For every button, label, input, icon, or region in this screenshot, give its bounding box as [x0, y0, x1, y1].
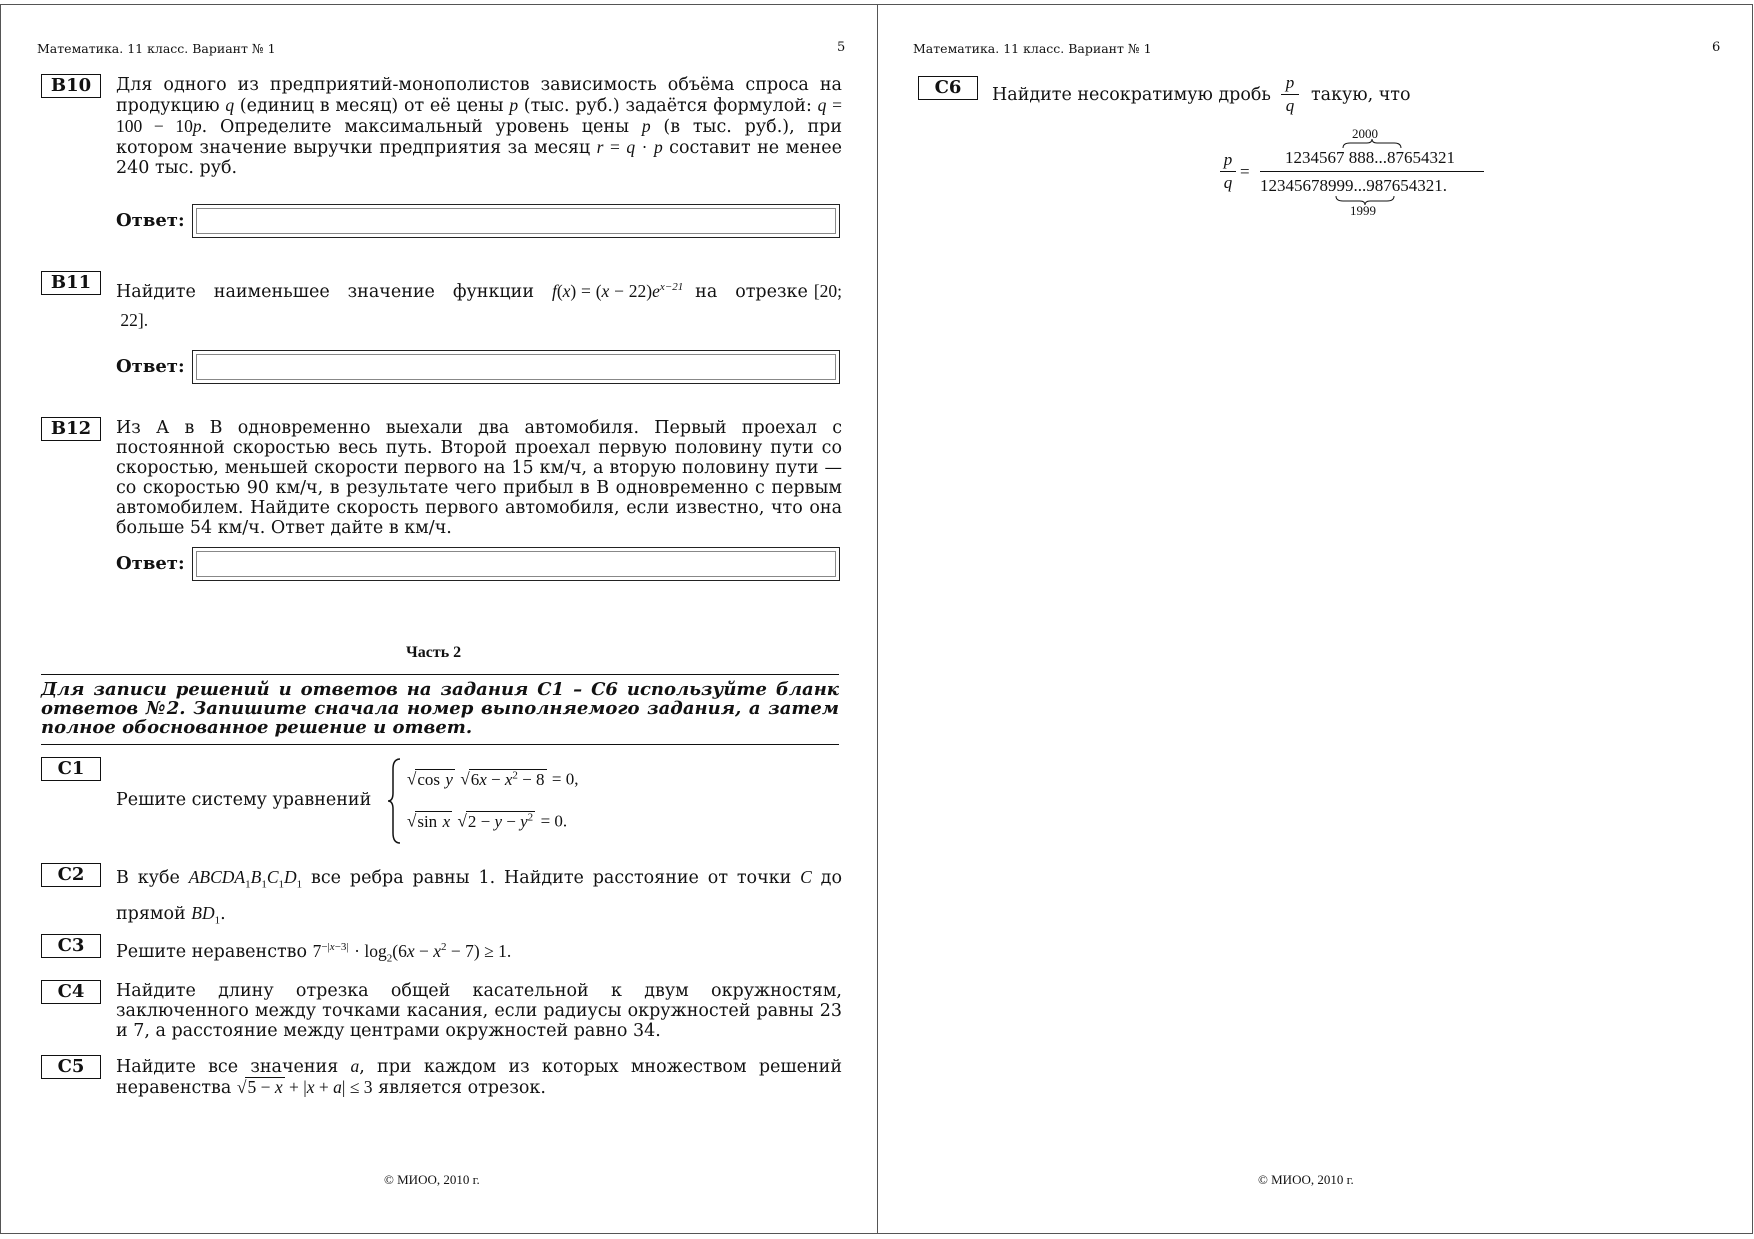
part2-title: Часть 2: [406, 644, 462, 661]
task-text-c4: Найдите длину отрезка общей касательной к двум окружностям, заключенного между точками касания, если радиусы окружностей равны 23 и 7, а расстояние между центрами окружностей равно 34.: [116, 981, 842, 1041]
equals-sign: =: [1240, 162, 1250, 181]
fraction-denominator: q: [1285, 96, 1295, 115]
answer-box-b10[interactable]: [192, 204, 840, 238]
page-header: Математика. 11 класс. Вариант № 1: [37, 41, 276, 56]
numerator-start: 1234567: [1285, 148, 1345, 167]
task-text-b12: Из А в В одновременно выехали два автомобиля. Первый проехал с постоянной скоростью весь путь. Второй проехал первую половину пути со скоростью, меньшей скорости первого на 15 км/ч, а вторую половину пути — со скоростью 90 км/ч, в результате чего прибыл в В одновременно с первым автомобилем. Найдите скорость первого автомобиля, если известно, что она больше 54 км/ч. Ответ дайте в км/ч.: [116, 418, 842, 538]
task-label-c1: C1: [41, 757, 101, 781]
task-label-c2: C2: [41, 863, 101, 887]
page-footer: © МИОО, 2010 г.: [384, 1172, 480, 1187]
c6-inline-fraction: [1281, 73, 1299, 116]
task-label-b12: B12: [41, 417, 101, 441]
right-page: [877, 4, 1753, 1234]
denominator-repeat: 999...9: [1328, 176, 1375, 195]
task-label-c5: C5: [41, 1055, 101, 1079]
numerator-repeat: 888...8: [1348, 148, 1396, 167]
left-page: [0, 4, 878, 1234]
answer-label: Ответ:: [116, 553, 185, 574]
page-footer: © МИОО, 2010 г.: [1258, 1172, 1354, 1187]
system-brace: [387, 757, 403, 845]
task-text-b10: Для одного из предприятий-монополистов зависимость объёма спроса на продукцию q (единиц в месяц) от её цены p (тыс. руб.) задаётся формулой: q = 100 − 10p. Определите максимальный уровень цены p (в тыс. руб.), при котором значение выручки предприятия за месяц r = q · p составит не менее 240 тыс. руб.: [116, 75, 842, 178]
c6-fraction-lhs: [1220, 150, 1236, 193]
page-number: 6: [1712, 40, 1721, 55]
task-text-b11: Найдите наименьшее значение функции $f(x) = (x - 22)e^{x-21}$ на отрезке [20; 22].: [116, 280, 843, 330]
fraction-numerator: p: [1285, 73, 1295, 92]
c6-text-after: такую, что: [1311, 85, 1411, 105]
big-fraction-numerator: [1260, 148, 1480, 168]
page-number: 5: [837, 40, 846, 55]
task-label-c3: C3: [41, 934, 101, 958]
task-text-c3: Решите неравенство $7^{-|x-3|} \cdot \log_2(6x - x^2 - 7) \ge 1$.: [116, 940, 512, 965]
answer-box-b12[interactable]: [192, 547, 840, 581]
task-label-c4: C4: [41, 980, 101, 1004]
c1-equation-1: √cos y $√6x - x^2 - 8 = 0$,: [407, 769, 579, 789]
lhs-denominator: q: [1223, 173, 1233, 192]
denominator-end: 87654321: [1374, 176, 1443, 195]
task-text-c2: В кубе $ABCDA_1B_1C_1D_1$ все ребра равны 1. Найдите расстояние от точки C до прямой $BD_1$.: [116, 867, 842, 926]
divider: [41, 744, 839, 745]
answer-label: Ответ:: [116, 210, 185, 231]
divider: [41, 674, 839, 675]
numerator-end: 7654321: [1395, 148, 1455, 167]
answer-label: Ответ:: [116, 356, 185, 377]
task-label-b11: B11: [41, 271, 101, 295]
denominator-start: 12345678: [1260, 176, 1328, 195]
fraction-bar: [1260, 171, 1484, 172]
page-header: Математика. 11 класс. Вариант № 1: [913, 41, 1152, 56]
c6-text-before: Найдите несократимую дробь: [992, 85, 1271, 105]
c1-equation-2: √sin x $√2 - y - y^2 = 0$.: [407, 811, 568, 831]
lhs-numerator: p: [1223, 150, 1233, 169]
task-text-c5: Найдите все значения a, при каждом из которых множеством решений неравенства √5 − x + |x + a| ≤ 3 является отрезок.: [116, 1056, 842, 1098]
numerator-count: 2000: [1352, 126, 1378, 141]
task-label-c6: C6: [918, 76, 978, 100]
part2-instruction: Для записи решений и ответов на задания С1 – С6 используйте бланк ответов №2. Запишите сначала номер выполняемого задания, а затем полное обоснованное решение и ответ.: [41, 679, 839, 738]
denominator-count: 1999: [1350, 203, 1376, 218]
big-fraction-denominator: 12345678999...987654321.: [1260, 176, 1447, 195]
task-text-c1: Решите систему уравнений: [116, 790, 372, 810]
task-label-b10: B10: [41, 74, 101, 98]
answer-box-b11[interactable]: [192, 350, 840, 384]
